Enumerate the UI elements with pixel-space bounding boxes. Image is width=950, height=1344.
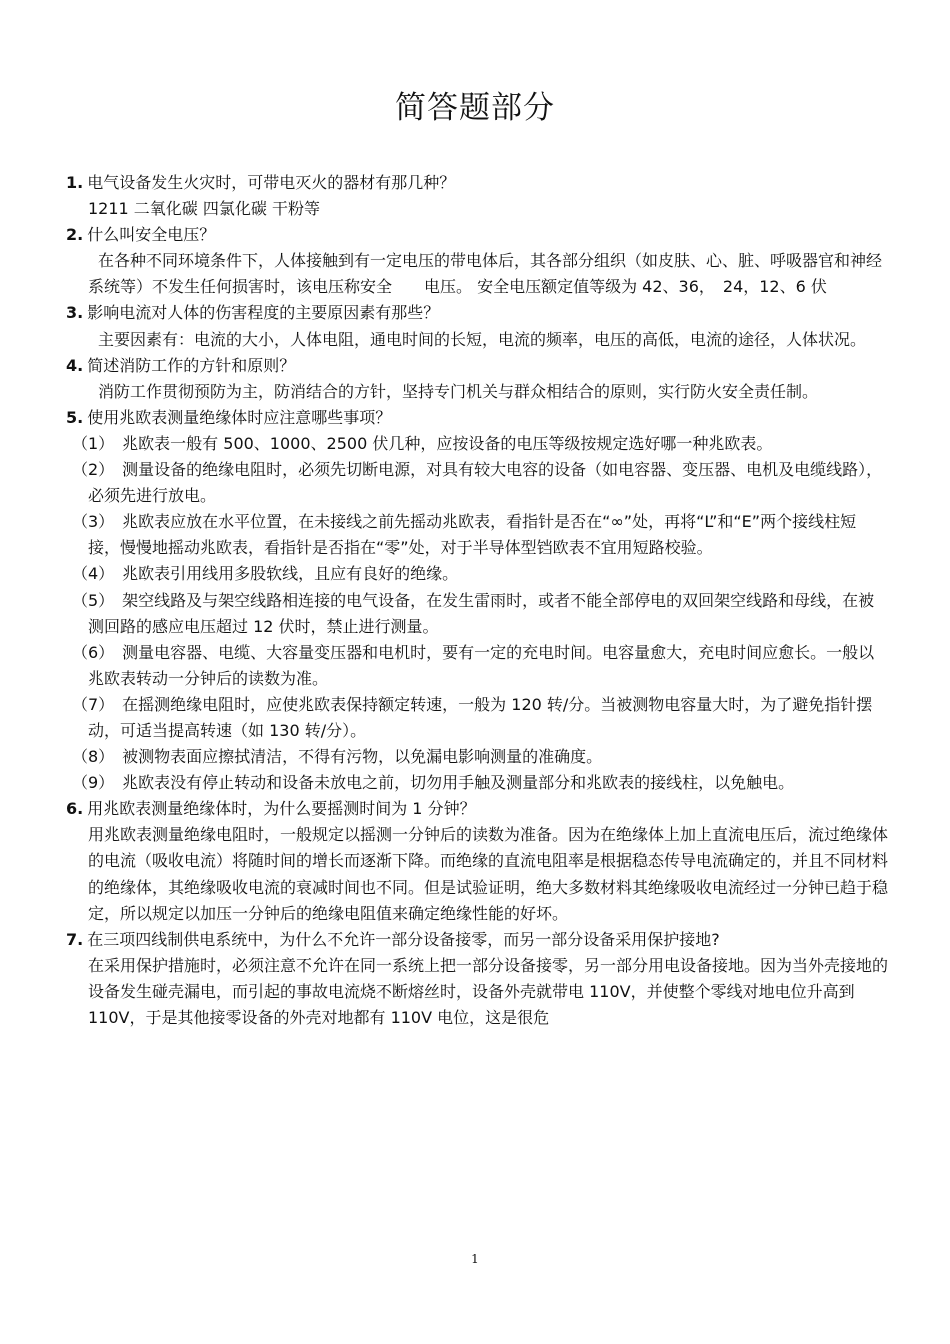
question-number: 5. — [66, 407, 84, 427]
question-1 — [66, 170, 888, 196]
answer-5-item: （8） 被测物表面应擦拭清洁，不得有污物，以免漏电影响测量的准确度。 — [72, 747, 603, 767]
question-number: 1. — [66, 173, 84, 192]
answer-5-item: （3） 兆欧表应放在水平位置，在未接线之前先摇动兆欧表，看指针是否在“∞”处，再将“L”和“E”两个接线柱短接，慢慢地摇动兆欧表，看指针是否指在“零”处，对于半导体型铛欧表不宜用短路校验。 — [72, 512, 857, 558]
answer-5-item: （2） 测量设备的绝缘电阻时，必须先切断电源，对具有较大电容的设备（如电容器、变压器、电机及电缆线路），必须先进行放电。 — [72, 460, 883, 506]
answer-5-item: （7） 在摇测绝缘电阻时，应使兆欧表保持额定转速，一般为 120 转/分。当被测物电容量大时，为了避免指针摆动，可适当提高转速（如 130 转/分）。 — [72, 694, 873, 740]
answer-5-item: （9） 兆欧表没有停止转动和设备未放电之前，切勿用手触及测量部分和兆欧表的接线柱，以免触电。 — [72, 773, 795, 793]
question-text: 什么叫安全电压？ — [87, 225, 216, 245]
question-6 — [66, 796, 888, 822]
question-number: 7. — [66, 929, 84, 949]
question-text: 影响电流对人体的伤害程度的主要原因素有那些？ — [87, 303, 440, 323]
question-text: 简述消防工作的方针和原则？ — [87, 355, 296, 375]
question-text: 使用兆欧表测量绝缘体时应注意哪些事项？ — [87, 407, 392, 427]
question-text: 在三项四线制供电系统中，为什么不允许一部分设备接零，而另一部分设备采用保护接地? — [87, 929, 720, 949]
question-number: 3. — [66, 303, 84, 323]
answer-5-item: （4） 兆欧表引用线用多股软线，且应有良好的绝缘。 — [72, 564, 459, 584]
question-5 — [66, 405, 888, 431]
question-text: 用兆欧表测量绝缘体时，为什么要摇测时间为 1 分钟？ — [87, 799, 476, 819]
answer-1: 1211 二氧化碳 四氯化碳 干粉等 — [88, 199, 320, 219]
question-3 — [66, 300, 888, 326]
page-number: 1 — [471, 1252, 479, 1266]
page-title: 简答题部分 — [395, 90, 555, 126]
question-number: 2. — [66, 225, 84, 245]
answer-7: 在采用保护措施时，必须注意不允许在同一系统上把一部分设备接零，另一部分用电设备接地。因为当外壳接地的设备发生碰壳漏电，而引起的事故电流烧不断熔丝时，设备外壳就带电 110V，并使整个零线对地电位升高到 110V，于是其他接零设备的外壳对地都有 110V 电位，这是很危 — [88, 955, 889, 1027]
question-4 — [66, 353, 888, 379]
question-number: 4. — [66, 355, 84, 375]
answer-5-item: （5） 架空线路及与架空线路相连接的电气设备，在发生雷雨时，或者不能全部停电的双回架空线路和母线，在被测回路的感应电压超过 12 伏时，禁止进行测量。 — [72, 590, 875, 636]
question-2 — [66, 222, 888, 248]
question-number: 6. — [66, 799, 84, 819]
answer-4: 消防工作贯彻预防为主，防消结合的方针，坚持专门机关与群众相结合的原则，实行防火安全责任制。 — [98, 381, 819, 401]
answer-6: 用兆欧表测量绝缘电阻时，一般规定以摇测一分钟后的读数为准备。因为在绝缘体上加上直流电压后，流过绝缘体的电流（吸收电流）将随时间的增长而逐渐下降。而绝缘的直流电阻率是根据稳态传导电流确定的，并且不同材料的绝缘体，其绝缘吸收电流的衰减时间也不同。但是试验证明，绝大多数材料其绝缘吸收电流经过一分钟已趋于稳定，所以规定以加压一分钟后的绝缘电阻值来确定绝缘性能的好坏。 — [88, 825, 889, 923]
question-7 — [66, 927, 888, 953]
document-body — [66, 170, 888, 1031]
answer-5-item: （6） 测量电容器、电缆、大容量变压器和电机时，要有一定的充电时间。电容量愈大，充电时间应愈长。一般以兆欧表转动一分钟后的读数为准。 — [72, 642, 875, 688]
answer-5-item: （1） 兆欧表一般有 500、1000、2500 伏几种，应按设备的电压等级按规定选好哪一种兆欧表。 — [72, 433, 773, 453]
question-text: 电气设备发生火灾时，可带电灭火的器材有那几种？ — [87, 173, 456, 192]
answer-3: 主要因素有：电流的大小，人体电阻，通电时间的长短，电流的频率，电压的高低，电流的途径，人体状况。 — [98, 329, 867, 349]
answer-2: 在各种不同环境条件下，人体接触到有一定电压的带电体后，其各部分组织（如皮肤、心、脏、呼吸器官和神经系统等）不发生任何损害时，该电压称安全 电压。 安全电压额定值等级为 42、36， 24，12、6 伏 — [88, 251, 883, 297]
